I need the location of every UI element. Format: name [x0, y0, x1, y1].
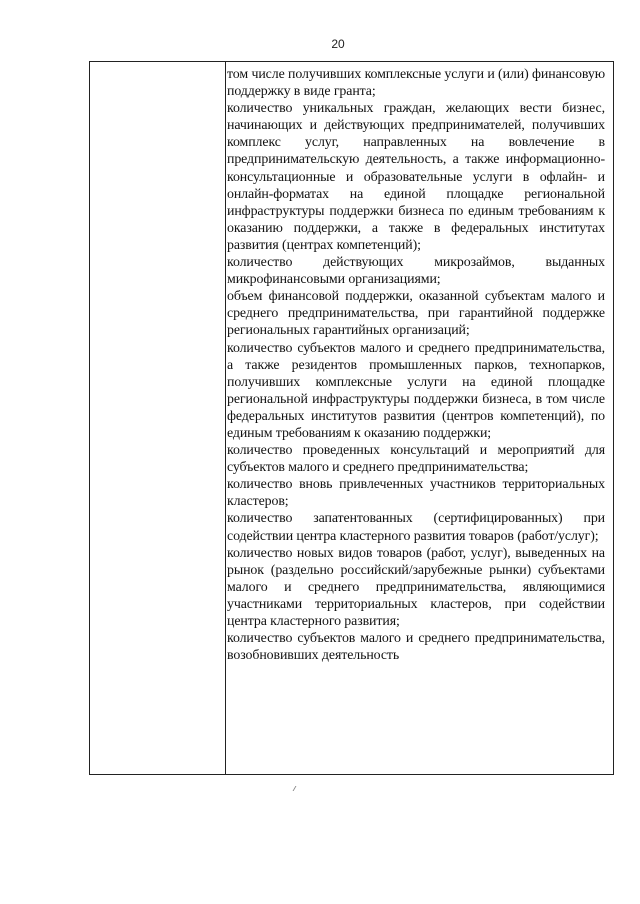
indicator-paragraph: количество проведенных консультаций и мероприятий для субъектов малого и среднего предпринимательства;	[227, 443, 605, 476]
indicator-paragraph: количество новых видов товаров (работ, услуг), выведенных на рынок (раздельно российский/зарубежные рынки) субъектами малого и среднего предпринимательства, являющимися участниками территориальных кластеров, при содействии центра кластерного развития;	[227, 545, 605, 629]
scan-mark	[293, 786, 303, 791]
table-right-cell	[227, 66, 605, 664]
indicator-paragraph: количество субъектов малого и среднего предпринимательства, а также резидентов промышленных парков, технопарков, получивших комплексные услуги на единой площадке региональной инфраструктуры поддержки бизнеса, в том числе федеральных институтов развития (центров компетенций), по единым требованиям к оказанию поддержки;	[227, 340, 605, 441]
indicator-paragraph: количество вновь привлеченных участников территориальных кластеров;	[227, 477, 605, 510]
table-left-cell	[90, 62, 226, 774]
indicator-paragraph: количество субъектов малого и среднего предпринимательства, возобновивших деятельность	[227, 631, 605, 664]
indicator-paragraph: объем финансовой поддержки, оказанной субъектам малого и среднего предпринимательства, при гарантийной поддержке региональных гарантийных организаций;	[227, 289, 605, 339]
document-table	[89, 61, 614, 775]
indicator-paragraph: количество уникальных граждан, желающих вести бизнес, начинающих и действующих предпринимателей, получивших комплекс услуг, направленных на вовлечение в предпринимательскую деятельность, а также информационно-консультационные и образовательные услуги в офлайн- и онлайн-форматах на единой площадке региональной инфраструктуры поддержки бизнеса по единым требованиям к оказанию поддержки, а также в федеральных институтах развития (центрах компетенций);	[227, 101, 605, 253]
indicator-paragraph: том числе получивших комплексные услуги и (или) финансовую поддержку в виде гранта;	[227, 67, 605, 100]
indicator-paragraph: количество запатентованных (сертифицированных) при содействии центра кластерного развития товаров (работ/услуг);	[227, 511, 605, 544]
indicator-paragraph: количество действующих микрозаймов, выданных микрофинансовыми организациями;	[227, 255, 605, 288]
page-number: 20	[331, 37, 345, 51]
